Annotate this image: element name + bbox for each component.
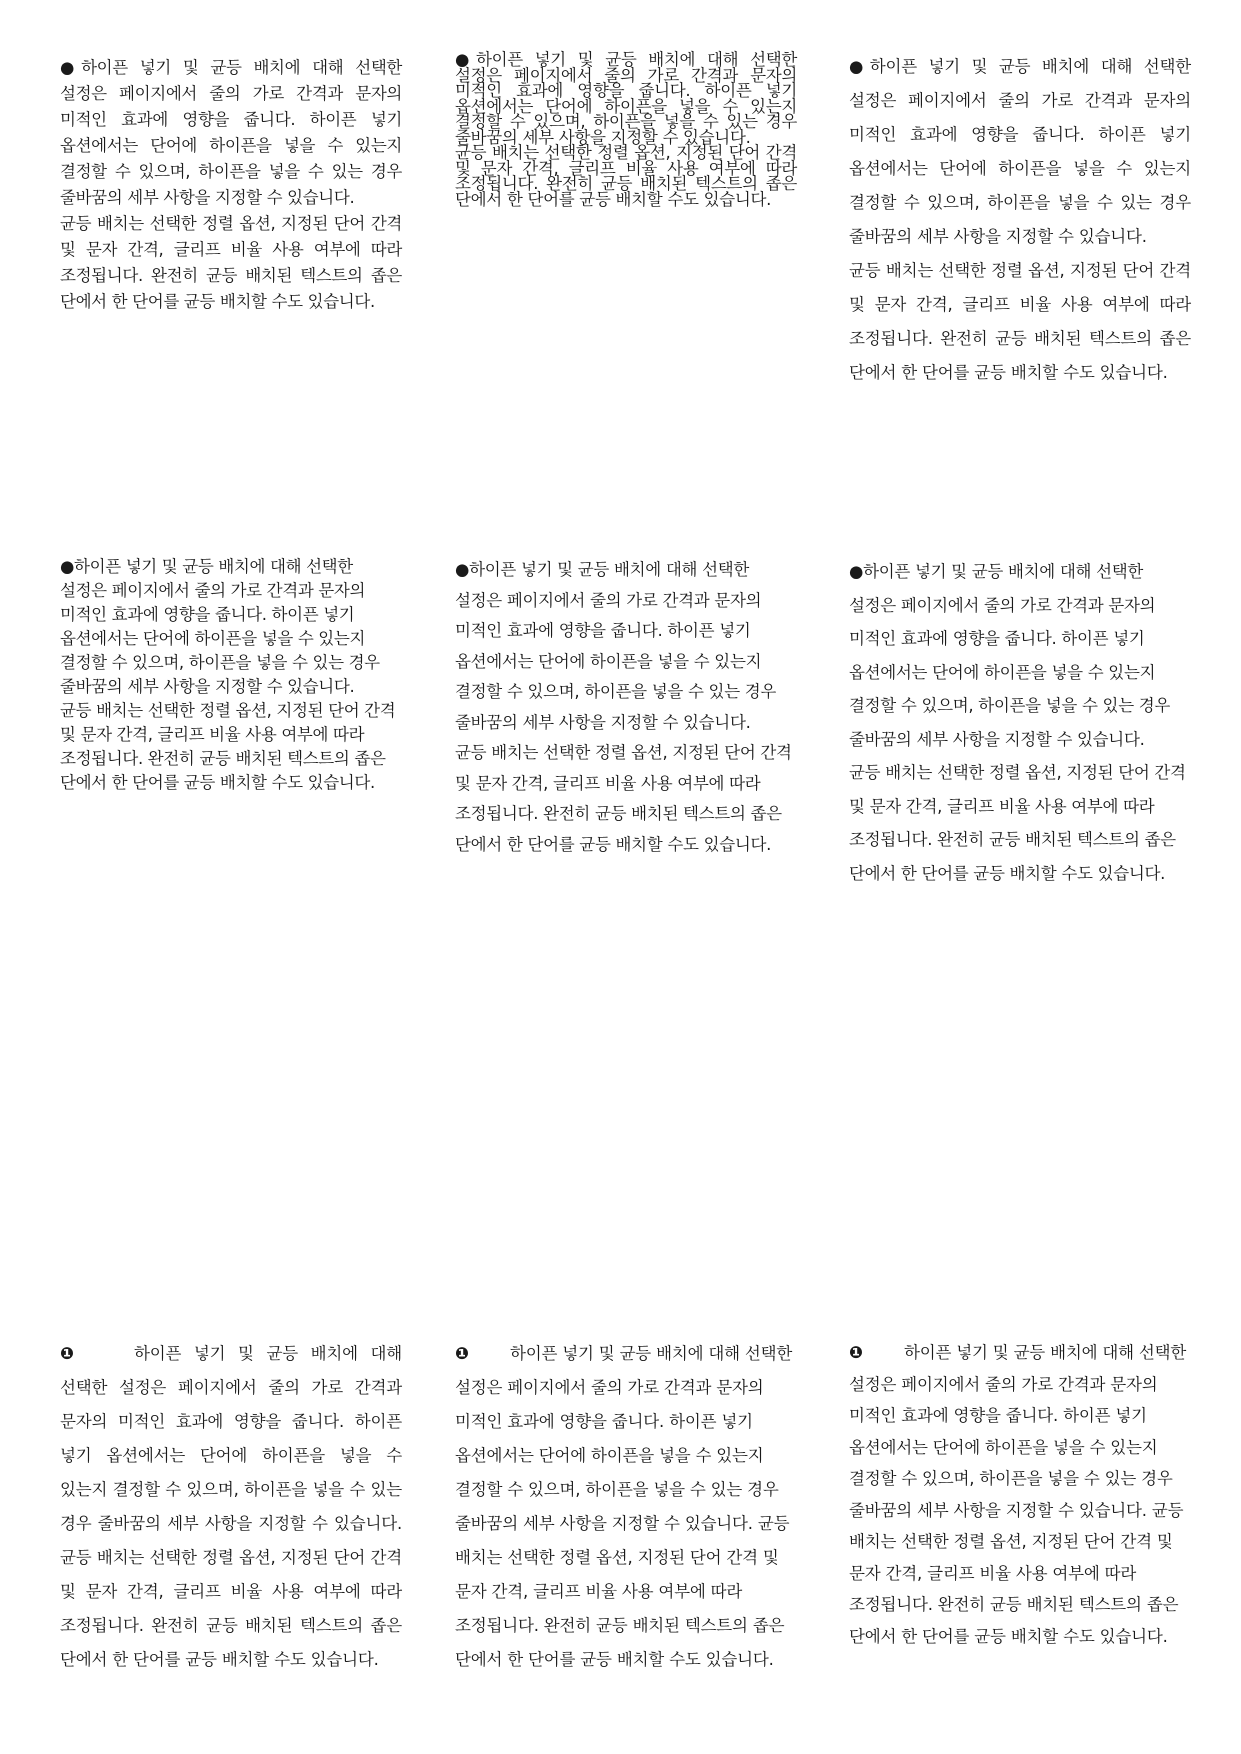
paragraph-hyphenation: ●하이픈 넣기 및 균등 배치에 대해 선택한 설정은 페이지에서 줄의 가로 간격과 문자의 미적인 효과에 영향을 줍니다. 하이픈 넣기 옵션에서는 단어에 하이픈을 넣을 수 있는지 결정할 수 있으며, 하이픈을 넣을 수 있는 경우 줄바꿈의 세부 사항을 지정할 수 있습니다.	[849, 562, 1171, 749]
numbered-text: 하이픈 넣기 및 균등 배치에 대해 선택한 설정은 페이지에서 줄의 가로 간격과 문자의 미적인 효과에 영향을 줍니다. 하이픈 넣기 옵션에서는 단어에 하이픈을 넣을 수 있는지 결정할 수 있으며, 하이픈을 넣을 수 있는 경우 줄바꿈의 세부 사항을 지정할 수 있습니다. 균등 배치는 선택한 정렬 옵션, 지정된 단어 간격 및 문자 간격, 글리프 비율 사용 여부에 따라 조정됩니다. 완전히 균등 배치된 텍스트의 좁은 단에서 한 단어를 균등 배치할 수도 있습니다.	[849, 1343, 1187, 1646]
text-block-r3c2	[455, 1337, 797, 1677]
paragraph-hyphenation: ●하이픈 넣기 및 균등 배치에 대해 선택한 설정은 페이지에서 줄의 가로 간격과 문자의 미적인 효과에 영향을 줍니다. 하이픈 넣기 옵션에서는 단어에 하이픈을 넣을 수 있는지 결정할 수 있으며, 하이픈을 넣을 수 있는 경우 줄바꿈의 세부 사항을 지정할 수 있습니다.	[60, 557, 380, 696]
paragraph-hyphenation: ●하이픈 넣기 및 균등 배치에 대해 선택한 설정은 페이지에서 줄의 가로 간격과 문자의 미적인 효과에 영향을 줍니다. 하이픈 넣기 옵션에서는 단어에 하이픈을 넣을 수 있는지 결정할 수 있으며, 하이픈을 넣을 수 있는 경우 줄바꿈의 세부 사항을 지정할 수 있습니다.	[455, 560, 777, 732]
text-block-r2c2	[455, 555, 797, 860]
text-block-r2c1	[60, 555, 402, 795]
paragraph-hyphenation: ●하이픈 넣기 및 균등 배치에 대해 선택한 설정은 페이지에서 줄의 가로 간격과 문자의 미적인 효과에 영향을 줍니다. 하이픈 넣기 옵션에서는 단어에 하이픈을 넣을 수 있는지 결정할 수 있으며, 하이픈을 넣을 수 있는 경우 줄바꿈의 세부 사항을 지정할 수 있습니다.	[60, 58, 402, 207]
numbered-text: 하이픈 넣기 및 균등 배치에 대해 선택한 설정은 페이지에서 줄의 가로 간격과 문자의 미적인 효과에 영향을 줍니다. 하이픈 넣기 옵션에서는 단어에 하이픈을 넣을 수 있는지 결정할 수 있으며, 하이픈을 넣을 수 있는 경우 줄바꿈의 세부 사항을 지정할 수 있습니다. 균등 배치는 선택한 정렬 옵션, 지정된 단어 간격 및 문자 간격, 글리프 비율 사용 여부에 따라 조정됩니다. 완전히 균등 배치된 텍스트의 좁은 단에서 한 단어를 균등 배치할 수도 있습니다.	[60, 1344, 402, 1669]
text-block-r3c3	[849, 1337, 1191, 1652]
text-block-r1c3	[849, 50, 1191, 390]
paragraph-justification: 균등 배치는 선택한 정렬 옵션, 지정된 단어 간격 및 문자 간격, 글리프 비율 사용 여부에 따라 조정됩니다. 완전히 균등 배치된 텍스트의 좁은 단에서 한 단어를 균등 배치할 수도 있습니다.	[60, 701, 396, 792]
paragraph-justification: 균등 배치는 선택한 정렬 옵션, 지정된 단어 간격 및 문자 간격, 글리프 비율 사용 여부에 따라 조정됩니다. 완전히 균등 배치된 텍스트의 좁은 단에서 한 단어를 균등 배치할 수도 있습니다.	[849, 261, 1191, 382]
text-block-r1c2	[455, 52, 797, 207]
text-block-r3c1	[60, 1337, 402, 1677]
number-marker: ❶	[849, 1343, 863, 1362]
paragraph-justification: 균등 배치는 선택한 정렬 옵션, 지정된 단어 간격 및 문자 간격, 글리프 비율 사용 여부에 따라 조정됩니다. 완전히 균등 배치된 텍스트의 좁은 단에서 한 단어를 균등 배치할 수도 있습니다.	[455, 743, 792, 854]
paragraph-hyphenation: ●하이픈 넣기 및 균등 배치에 대해 선택한 설정은 페이지에서 줄의 가로 간격과 문자의 미적인 효과에 영향을 줍니다. 하이픈 넣기 옵션에서는 단어에 하이픈을 넣을 수 있는지 결정할 수 있으며, 하이픈을 넣을 수 있는 경우 줄바꿈의 세부 사항을 지정할 수 있습니다.	[455, 50, 797, 147]
paragraph-hyphenation: ●하이픈 넣기 및 균등 배치에 대해 선택한 설정은 페이지에서 줄의 가로 간격과 문자의 미적인 효과에 영향을 줍니다. 하이픈 넣기 옵션에서는 단어에 하이픈을 넣을 수 있는지 결정할 수 있으며, 하이픈을 넣을 수 있는 경우 줄바꿈의 세부 사항을 지정할 수 있습니다.	[849, 57, 1191, 246]
paragraph-justification: 균등 배치는 선택한 정렬 옵션, 지정된 단어 간격 및 문자 간격, 글리프 비율 사용 여부에 따라 조정됩니다. 완전히 균등 배치된 텍스트의 좁은 단에서 한 단어를 균등 배치할 수도 있습니다.	[455, 143, 797, 209]
numbered-paragraph	[60, 1337, 402, 1677]
text-block-r2c3	[849, 555, 1191, 890]
numbered-paragraph	[455, 1337, 797, 1677]
number-marker: ❶	[455, 1344, 469, 1363]
numbered-paragraph	[849, 1337, 1191, 1652]
paragraph-justification: 균등 배치는 선택한 정렬 옵션, 지정된 단어 간격 및 문자 간격, 글리프 비율 사용 여부에 따라 조정됩니다. 완전히 균등 배치된 텍스트의 좁은 단에서 한 단어를 균등 배치할 수도 있습니다.	[60, 214, 402, 311]
numbered-text: 하이픈 넣기 및 균등 배치에 대해 선택한 설정은 페이지에서 줄의 가로 간격과 문자의 미적인 효과에 영향을 줍니다. 하이픈 넣기 옵션에서는 단어에 하이픈을 넣을 수 있는지 결정할 수 있으며, 하이픈을 넣을 수 있는 경우 줄바꿈의 세부 사항을 지정할 수 있습니다. 균등 배치는 선택한 정렬 옵션, 지정된 단어 간격 및 문자 간격, 글리프 비율 사용 여부에 따라 조정됩니다. 완전히 균등 배치된 텍스트의 좁은 단에서 한 단어를 균등 배치할 수도 있습니다.	[455, 1344, 793, 1669]
paragraph-justification: 균등 배치는 선택한 정렬 옵션, 지정된 단어 간격 및 문자 간격, 글리프 비율 사용 여부에 따라 조정됩니다. 완전히 균등 배치된 텍스트의 좁은 단에서 한 단어를 균등 배치할 수도 있습니다.	[849, 763, 1186, 883]
text-block-r1c1	[60, 55, 402, 315]
number-marker: ❶	[60, 1344, 74, 1363]
